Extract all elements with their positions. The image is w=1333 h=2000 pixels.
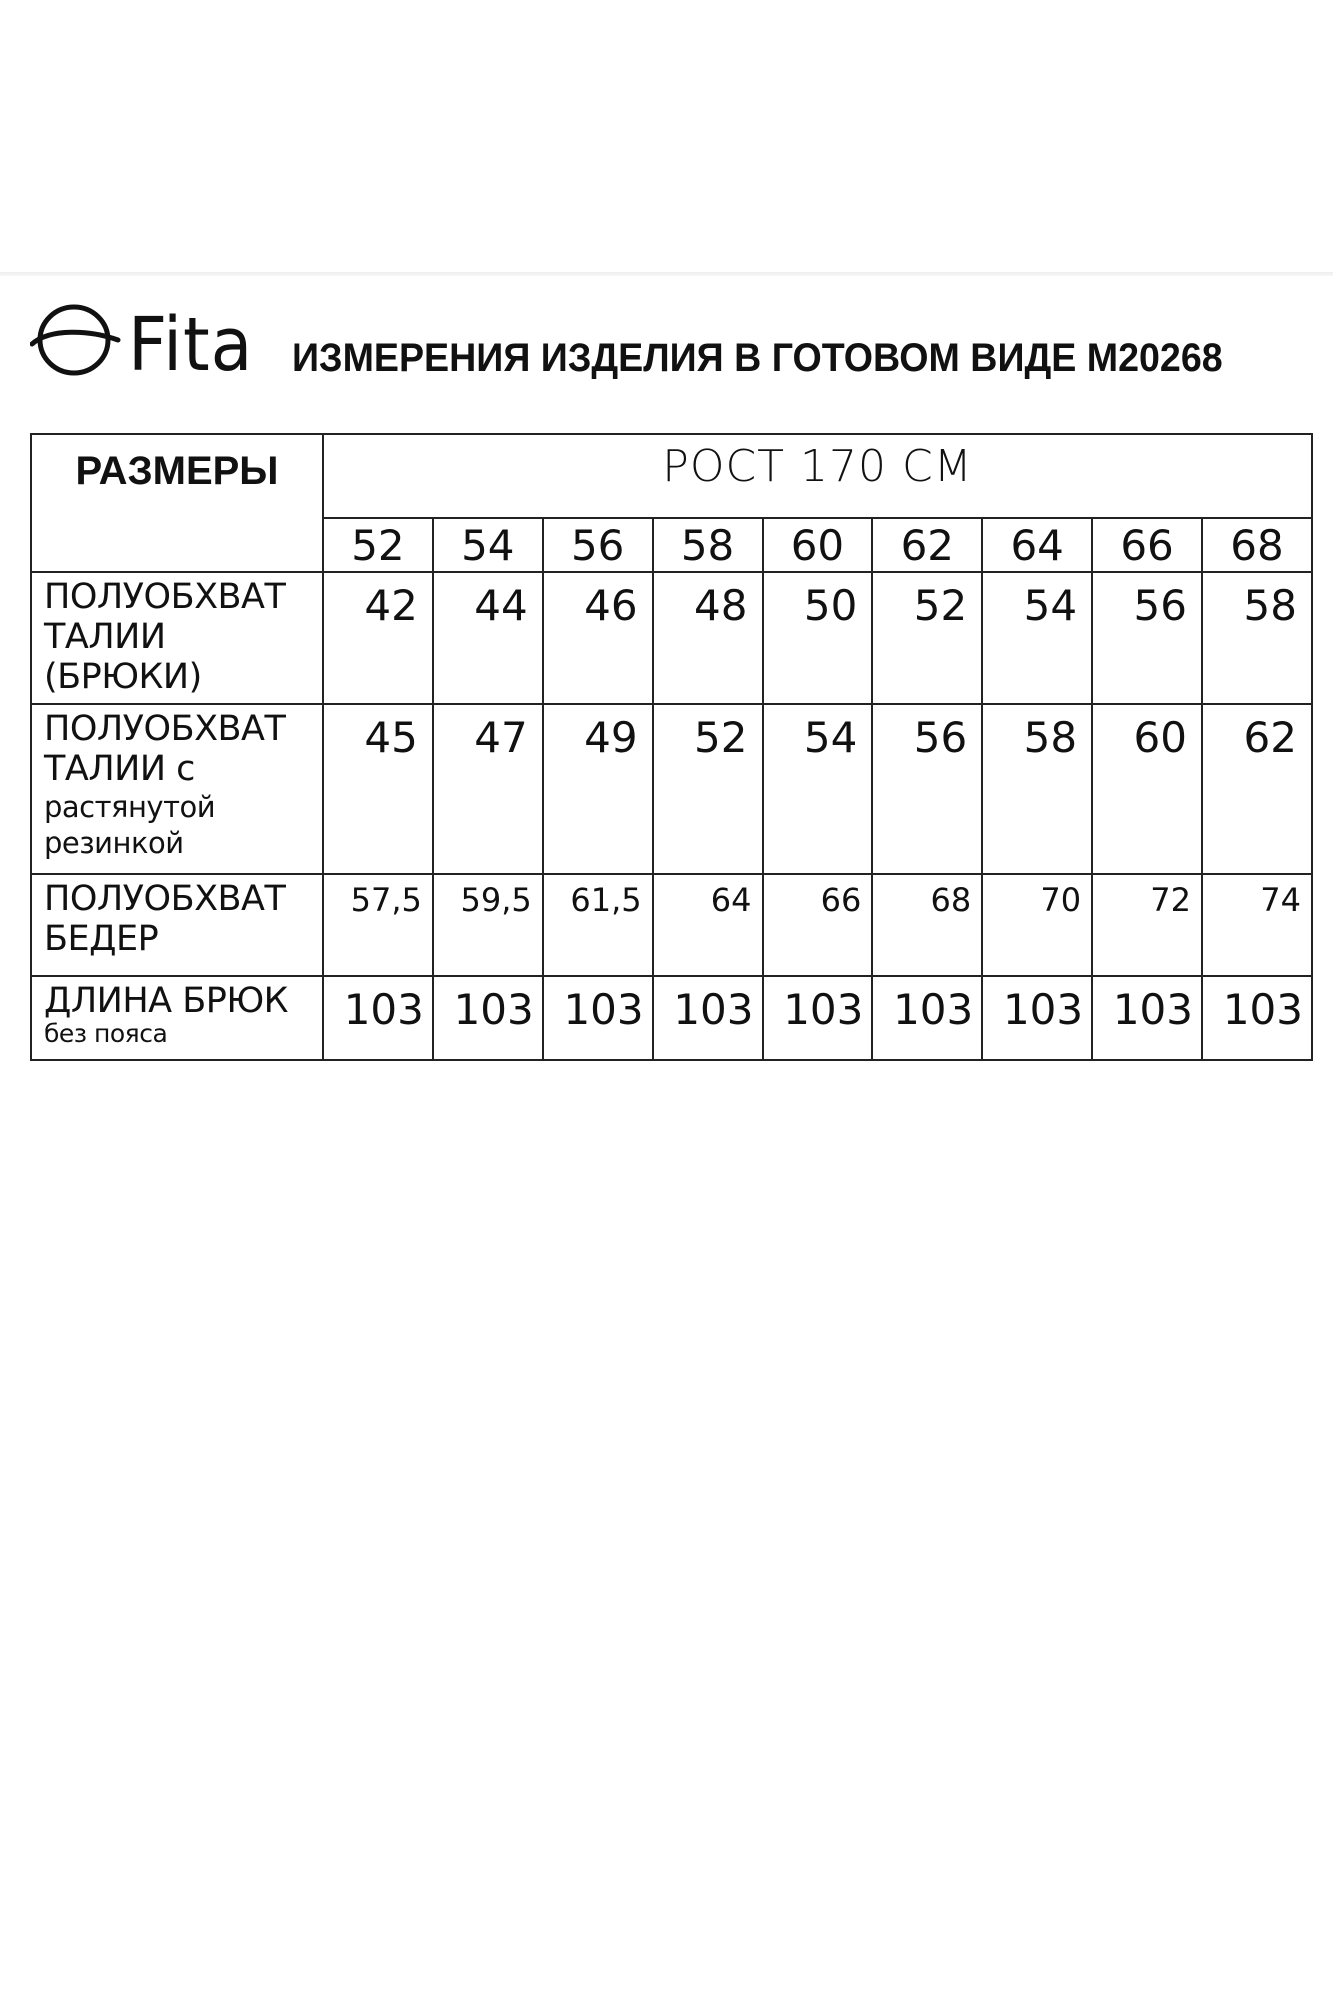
value-cell: 68 xyxy=(872,874,982,976)
measurements-table xyxy=(30,433,1313,1061)
row-label-waist-stretched xyxy=(31,704,323,874)
value-cell: 103 xyxy=(543,976,653,1060)
value-cell: 70 xyxy=(982,874,1092,976)
height-header: РОСТ 170 СМ xyxy=(323,434,1312,518)
table-row xyxy=(31,874,1312,976)
row-label-trouser-length xyxy=(31,976,323,1060)
value-cell: 58 xyxy=(982,704,1092,874)
size-cell: 64 xyxy=(982,518,1092,572)
document-title: ИЗМЕРЕНИЯ ИЗДЕЛИЯ В ГОТОВОМ ВИДЕ М20268 xyxy=(292,336,1223,380)
row-label-hips xyxy=(31,874,323,976)
row-label-line: ДЛИНА БРЮК xyxy=(44,981,288,1021)
value-cell: 103 xyxy=(982,976,1092,1060)
value-cell: 103 xyxy=(433,976,543,1060)
value-cell: 45 xyxy=(323,704,433,874)
row-label-line: (БРЮКИ) xyxy=(44,657,202,697)
value-cell: 54 xyxy=(763,704,873,874)
size-cell: 56 xyxy=(543,518,653,572)
brand-name: Fita xyxy=(128,302,254,388)
size-cell: 52 xyxy=(323,518,433,572)
brand-logo xyxy=(30,300,260,388)
value-cell: 57,5 xyxy=(323,874,433,976)
value-cell: 59,5 xyxy=(433,874,543,976)
value-cell: 62 xyxy=(1202,704,1312,874)
size-cell: 66 xyxy=(1092,518,1202,572)
size-cell: 54 xyxy=(433,518,543,572)
value-cell: 52 xyxy=(653,704,763,874)
row-label-line: растянутой xyxy=(44,790,216,824)
value-cell: 50 xyxy=(763,572,873,704)
table-row xyxy=(31,572,1312,704)
row-label-line: ПОЛУОБХВАТ xyxy=(44,709,286,749)
size-cell: 58 xyxy=(653,518,763,572)
row-label-line: ТАЛИИ xyxy=(44,617,166,657)
value-cell: 74 xyxy=(1202,874,1312,976)
row-label-waist xyxy=(31,572,323,704)
value-cell: 103 xyxy=(872,976,982,1060)
sizes-header: РАЗМЕРЫ xyxy=(31,434,323,572)
value-cell: 60 xyxy=(1092,704,1202,874)
value-cell: 103 xyxy=(653,976,763,1060)
value-cell: 48 xyxy=(653,572,763,704)
row-label-line: резинкой xyxy=(44,826,184,860)
row-label-line: без пояса xyxy=(44,1019,168,1048)
value-cell: 103 xyxy=(1202,976,1312,1060)
value-cell: 103 xyxy=(323,976,433,1060)
value-cell: 61,5 xyxy=(543,874,653,976)
size-cell: 60 xyxy=(763,518,873,572)
row-label-line: ПОЛУОБХВАТ xyxy=(44,577,286,617)
size-cell: 62 xyxy=(872,518,982,572)
value-cell: 64 xyxy=(653,874,763,976)
value-cell: 46 xyxy=(543,572,653,704)
row-label-line: ТАЛИИ с xyxy=(44,749,195,789)
size-cell: 68 xyxy=(1202,518,1312,572)
value-cell: 58 xyxy=(1202,572,1312,704)
top-divider xyxy=(0,272,1333,276)
row-label-line: БЕДЕР xyxy=(44,919,159,959)
table-row xyxy=(31,704,1312,874)
value-cell: 42 xyxy=(323,572,433,704)
row-label-line: ПОЛУОБХВАТ xyxy=(44,879,286,919)
value-cell: 66 xyxy=(763,874,873,976)
table-row xyxy=(31,976,1312,1060)
value-cell: 103 xyxy=(763,976,873,1060)
value-cell: 47 xyxy=(433,704,543,874)
value-cell: 103 xyxy=(1092,976,1202,1060)
fita-emblem-icon xyxy=(30,300,122,380)
value-cell: 49 xyxy=(543,704,653,874)
value-cell: 44 xyxy=(433,572,543,704)
value-cell: 72 xyxy=(1092,874,1202,976)
value-cell: 56 xyxy=(872,704,982,874)
value-cell: 54 xyxy=(982,572,1092,704)
value-cell: 52 xyxy=(872,572,982,704)
value-cell: 56 xyxy=(1092,572,1202,704)
